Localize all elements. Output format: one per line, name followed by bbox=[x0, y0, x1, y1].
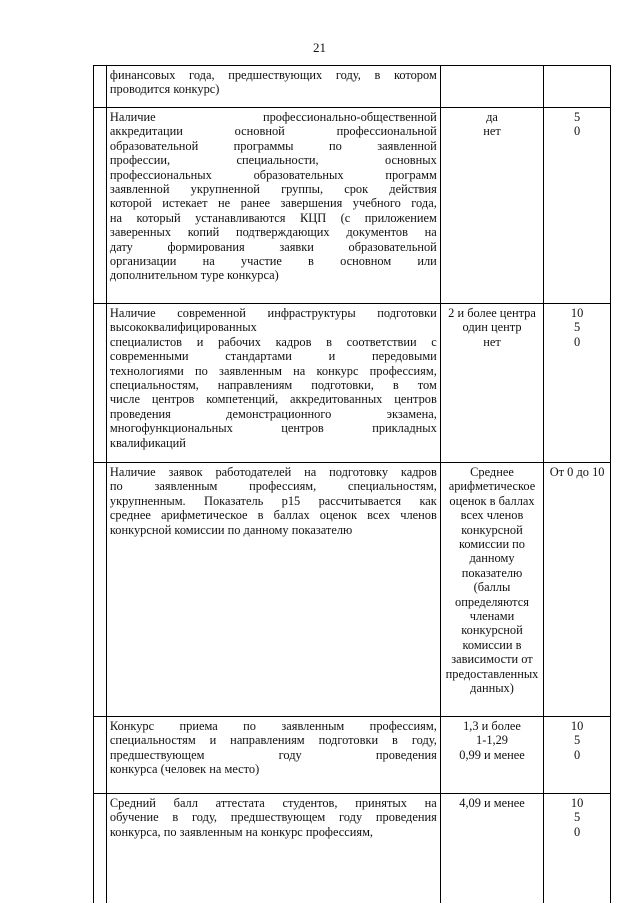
value-option: (баллы bbox=[473, 580, 511, 595]
points-cell bbox=[544, 463, 611, 717]
criterion-cell bbox=[106, 717, 440, 794]
criterion-text-line: конкурсной комиссии по данному показателю bbox=[109, 522, 353, 537]
row-number-cell bbox=[94, 717, 107, 794]
value-option: один центр bbox=[462, 320, 522, 335]
criterion-text-line: профессии, специальности, основных bbox=[109, 153, 437, 168]
value-option: членами bbox=[469, 609, 515, 624]
criterion-cell bbox=[106, 794, 440, 903]
criterion-text-line: технологиями по заявленным на конкурс профессиям, bbox=[109, 363, 437, 378]
row-number-cell bbox=[94, 108, 107, 304]
points-option: 0 bbox=[574, 334, 581, 349]
criterion-text-line: Средний балл аттестата студентов, принятых на bbox=[109, 796, 437, 810]
value-cell bbox=[440, 794, 543, 903]
criterion-text-line: конкурса (человек на место) bbox=[109, 762, 260, 777]
value-option: нет bbox=[483, 334, 501, 349]
value-option: 1,3 и более bbox=[463, 719, 521, 733]
value-option: определяются bbox=[455, 594, 529, 609]
value-option: 1-1,29 bbox=[476, 733, 509, 748]
points-cell bbox=[544, 108, 611, 304]
criterion-cell bbox=[106, 463, 440, 717]
criterion-text-line: проводится конкурс) bbox=[109, 82, 220, 97]
table-row bbox=[94, 717, 611, 794]
points-option: 0 bbox=[574, 824, 581, 839]
row-number-cell bbox=[94, 794, 107, 903]
value-option: 4,09 и менее bbox=[459, 796, 525, 810]
value-option: Среднее bbox=[470, 465, 514, 479]
criterion-text-line: числе центров компетенций, аккредитованных центров bbox=[109, 392, 437, 407]
table-row bbox=[94, 108, 611, 304]
value-option: всех членов bbox=[460, 508, 524, 523]
criterion-cell bbox=[106, 66, 440, 108]
criterion-text-line: многофункциональных центров прикладных bbox=[109, 421, 437, 436]
criterion-text-line: заявленной укрупненной группы, срок действия bbox=[109, 182, 437, 197]
criterion-text-line: заверенных копий подтверждающих документов на bbox=[109, 225, 437, 240]
table-row bbox=[94, 66, 611, 108]
value-option: показателю bbox=[461, 565, 523, 580]
table-row bbox=[94, 463, 611, 717]
criterion-text-line: высококвалифицированных bbox=[109, 320, 257, 335]
value-option: комиссии в bbox=[462, 637, 522, 652]
criterion-text-line: Наличие профессионально-общественной bbox=[109, 110, 437, 124]
table-row bbox=[94, 794, 611, 903]
value-cell bbox=[440, 717, 543, 794]
value-option: да bbox=[486, 110, 498, 124]
criterion-text-line: на который устанавливаются КЦП (с приложением bbox=[109, 210, 437, 225]
value-option: нет bbox=[483, 124, 501, 139]
criterion-text-line: среднее арифметическое в баллах оценок всех членов bbox=[109, 508, 437, 523]
points-option: 0 bbox=[574, 124, 581, 139]
points-option: 0 bbox=[574, 747, 581, 762]
value-option: 0,99 и менее bbox=[459, 747, 525, 762]
points-cell bbox=[544, 66, 611, 108]
page-number: 21 bbox=[313, 40, 326, 55]
criterion-text-line: квалификаций bbox=[109, 435, 186, 450]
value-option: арифметическое bbox=[448, 479, 536, 494]
criterion-text-line: по заявленным профессиям, специальностям, bbox=[109, 479, 437, 494]
criterion-text-line: специальностям, направлениям подготовки, в том bbox=[109, 378, 437, 393]
criterion-text-line: профессиональных образовательных программ bbox=[109, 167, 437, 182]
points-cell bbox=[544, 794, 611, 903]
table-row bbox=[94, 304, 611, 463]
value-option: данных) bbox=[470, 681, 514, 696]
value-option: конкурсной bbox=[461, 522, 523, 537]
value-cell bbox=[440, 108, 543, 304]
criterion-text-line: Наличие современной инфраструктуры подготовки bbox=[109, 306, 437, 320]
criteria-table bbox=[93, 65, 611, 903]
criterion-text-line: проведения демонстрационного экзамена, bbox=[109, 406, 437, 421]
points-cell bbox=[544, 717, 611, 794]
value-cell bbox=[440, 463, 543, 717]
criterion-text-line: дату формирования заявки образовательной bbox=[109, 239, 437, 254]
criterion-text-line: организации на участие в основном или bbox=[109, 254, 437, 269]
value-option: 2 и более центра bbox=[448, 306, 536, 320]
value-cell bbox=[440, 66, 543, 108]
criterion-text-line: современными стандартами и передовыми bbox=[109, 349, 437, 364]
criterion-text-line: аккредитации основной профессиональной bbox=[109, 124, 437, 139]
criterion-text-line: Наличие заявок работодателей на подготовку кадров bbox=[109, 465, 437, 479]
value-option: оценок в баллах bbox=[449, 493, 535, 508]
value-option: конкурсной bbox=[461, 623, 523, 638]
row-number-cell bbox=[94, 66, 107, 108]
value-option: зависимости от bbox=[451, 652, 533, 667]
criteria-table-body bbox=[94, 66, 611, 903]
points-option: 5 bbox=[574, 733, 581, 748]
row-number-cell bbox=[94, 463, 107, 717]
points-option: 5 bbox=[574, 810, 581, 825]
criterion-text-line: дополнительном туре конкурса) bbox=[109, 268, 279, 283]
value-option: комиссии по bbox=[459, 537, 526, 552]
criterion-cell bbox=[106, 108, 440, 304]
criterion-cell bbox=[106, 304, 440, 463]
value-option: данному bbox=[469, 551, 515, 566]
points-option: 10 bbox=[570, 719, 584, 733]
criterion-text-line: образовательной программы по заявленной bbox=[109, 138, 437, 153]
points-cell bbox=[544, 304, 611, 463]
criterion-text-line: специальностям и направлениям подготовки в году, bbox=[109, 733, 437, 748]
points-option: От 0 до 10 bbox=[549, 465, 605, 479]
value-cell bbox=[440, 304, 543, 463]
points-option: 10 bbox=[570, 796, 584, 810]
points-option: 10 bbox=[570, 306, 584, 320]
points-option: 5 bbox=[574, 110, 581, 124]
criterion-text-line: Конкурс приема по заявленным профессиям, bbox=[109, 719, 437, 733]
criterion-text-line: специалистов и рабочих кадров в соответствии с bbox=[109, 334, 437, 349]
points-option: 5 bbox=[574, 320, 581, 335]
criterion-text-line: обучение в году, предшествующем году проведения bbox=[109, 810, 437, 825]
criterion-text-line: укрупненным. Показатель р15 рассчитывается как bbox=[109, 493, 437, 508]
row-number-cell bbox=[94, 304, 107, 463]
criterion-text-line: конкурса, по заявленным на конкурс профессиям, bbox=[109, 824, 374, 839]
criterion-text-line: финансовых года, предшествующих году, в котором bbox=[109, 68, 437, 82]
criterion-text-line: предшествующем году проведения bbox=[109, 747, 437, 762]
value-option: предоставленных bbox=[445, 666, 539, 681]
criterion-text-line: которой истекает не ранее завершения учебного года, bbox=[109, 196, 437, 211]
